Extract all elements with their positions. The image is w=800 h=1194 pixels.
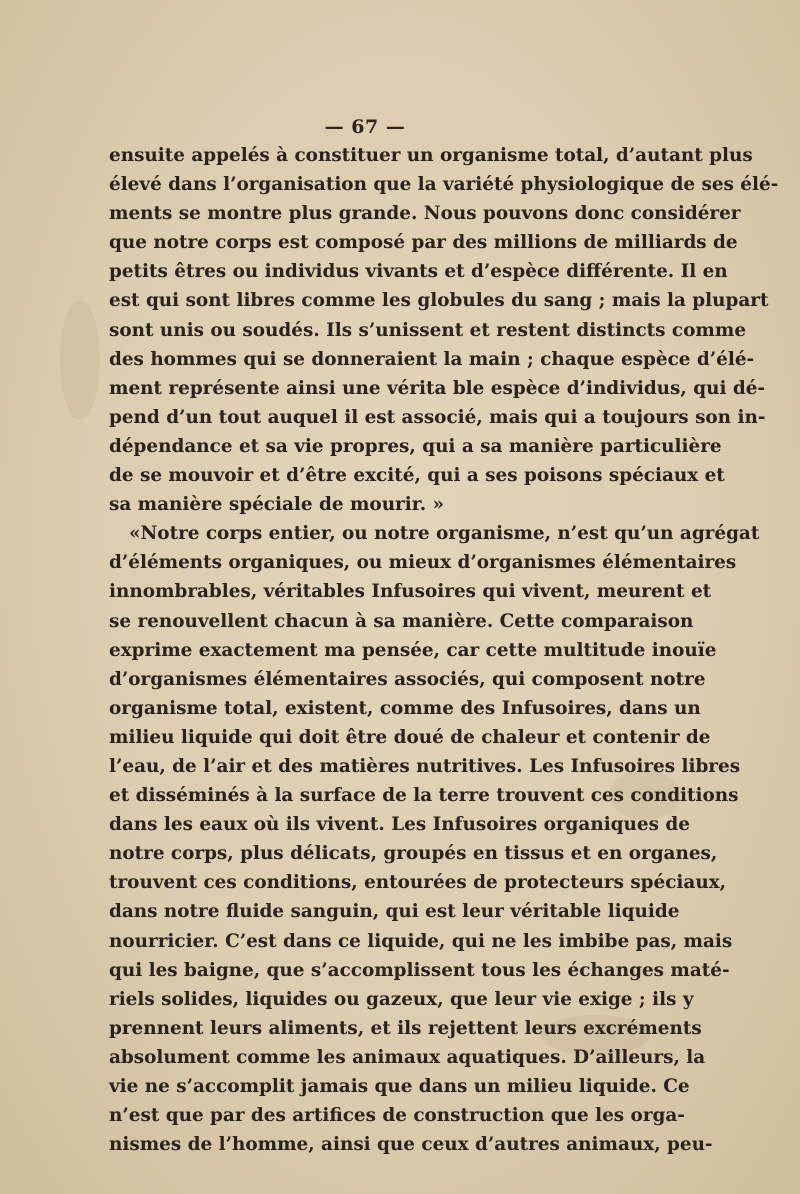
text-line: petits êtres ou individus vivants et d’espèce différente. Il en (109, 261, 728, 283)
text-line: d’éléments organiques, ou mieux d’organismes élémentaires (109, 552, 737, 574)
text-line: ensuite appelés à constituer un organisme total, d’autant plus (109, 145, 753, 166)
page-number: — 67 — (324, 116, 406, 138)
text-line: l’eau, de l’air et des matières nutritives. Les Infusoires libres (109, 755, 741, 777)
text-line: dans notre fluide sanguin, qui est leur véritable liquide (109, 901, 680, 923)
text-line: élevé dans l’organisation que la variété physiologique de ses élé- (109, 174, 779, 196)
text-line: est qui sont libres comme les globules du sang ; mais la plupart (109, 290, 769, 312)
text-line: des hommes qui se donneraient la main ; chaque espèce d’élé- (109, 348, 755, 370)
text-line: ments se montre plus grande. Nous pouvons donc considérer (109, 203, 741, 225)
text-line: innombrables, véritables Infusoires qui vivent, meurent et (109, 581, 712, 603)
text-line: exprime exactement ma pensée, car cette multitude inouïe (109, 639, 717, 661)
paper-stain (60, 300, 100, 420)
text-line: pend d’un tout auquel il est associé, mais qui a toujours son in- (109, 406, 766, 428)
text-line: ment représente ainsi une vérita ble espèce d’individus, qui dé- (109, 377, 766, 399)
body-text (109, 141, 779, 1159)
text-line: se renouvellent chacun à sa manière. Cette comparaison (109, 610, 694, 632)
text-line: que notre corps est composé par des millions de milliards de (109, 232, 738, 254)
text-line: et disséminés à la surface de la terre trouvent ces conditions (109, 785, 739, 807)
text-line: de se mouvoir et d’être excité, qui a ses poisons spéciaux et (109, 465, 725, 487)
text-line: absolument comme les animaux aquatiques. D’ailleurs, la (109, 1046, 706, 1068)
text-line: n’est que par des artifices de construction que les orga- (109, 1105, 685, 1127)
text-line: sont unis ou soudés. Ils s’unissent et restent distincts comme (109, 319, 747, 341)
text-line: sa manière spéciale de mourir. » (109, 494, 445, 516)
text-line: dépendance et sa vie propres, qui a sa manière particulière (109, 435, 722, 457)
text-line: qui les baigne, que s’accomplissent tous les échanges maté- (109, 959, 730, 981)
text-line: prennent leurs aliments, et ils rejettent leurs excréments (109, 1017, 702, 1039)
text-line: trouvent ces conditions, entourées de protecteurs spéciaux, (109, 872, 727, 894)
text-line: organisme total, existent, comme des Infusoires, dans un (109, 697, 701, 719)
text-line: nourricier. C’est dans ce liquide, qui ne les imbibe pas, mais (109, 930, 733, 952)
text-line: dans les eaux où ils vivent. Les Infusoires organiques de (109, 814, 690, 836)
text-line: «Notre corps entier, ou notre organisme, n’est qu’un agrégat (129, 523, 760, 545)
text-line: nismes de l’homme, ainsi que ceux d’autres animaux, peu- (109, 1134, 713, 1156)
text-line: d’organismes élémentaires associés, qui composent notre (109, 668, 706, 690)
text-line: milieu liquide qui doit être doué de chaleur et contenir de (109, 726, 711, 748)
text-line: riels solides, liquides ou gazeux, que leur vie exige ; ils y (109, 988, 694, 1010)
text-line: notre corps, plus délicats, groupés en tissus et en organes, (109, 843, 718, 865)
text-line: vie ne s’accomplit jamais que dans un milieu liquide. Ce (109, 1076, 690, 1097)
